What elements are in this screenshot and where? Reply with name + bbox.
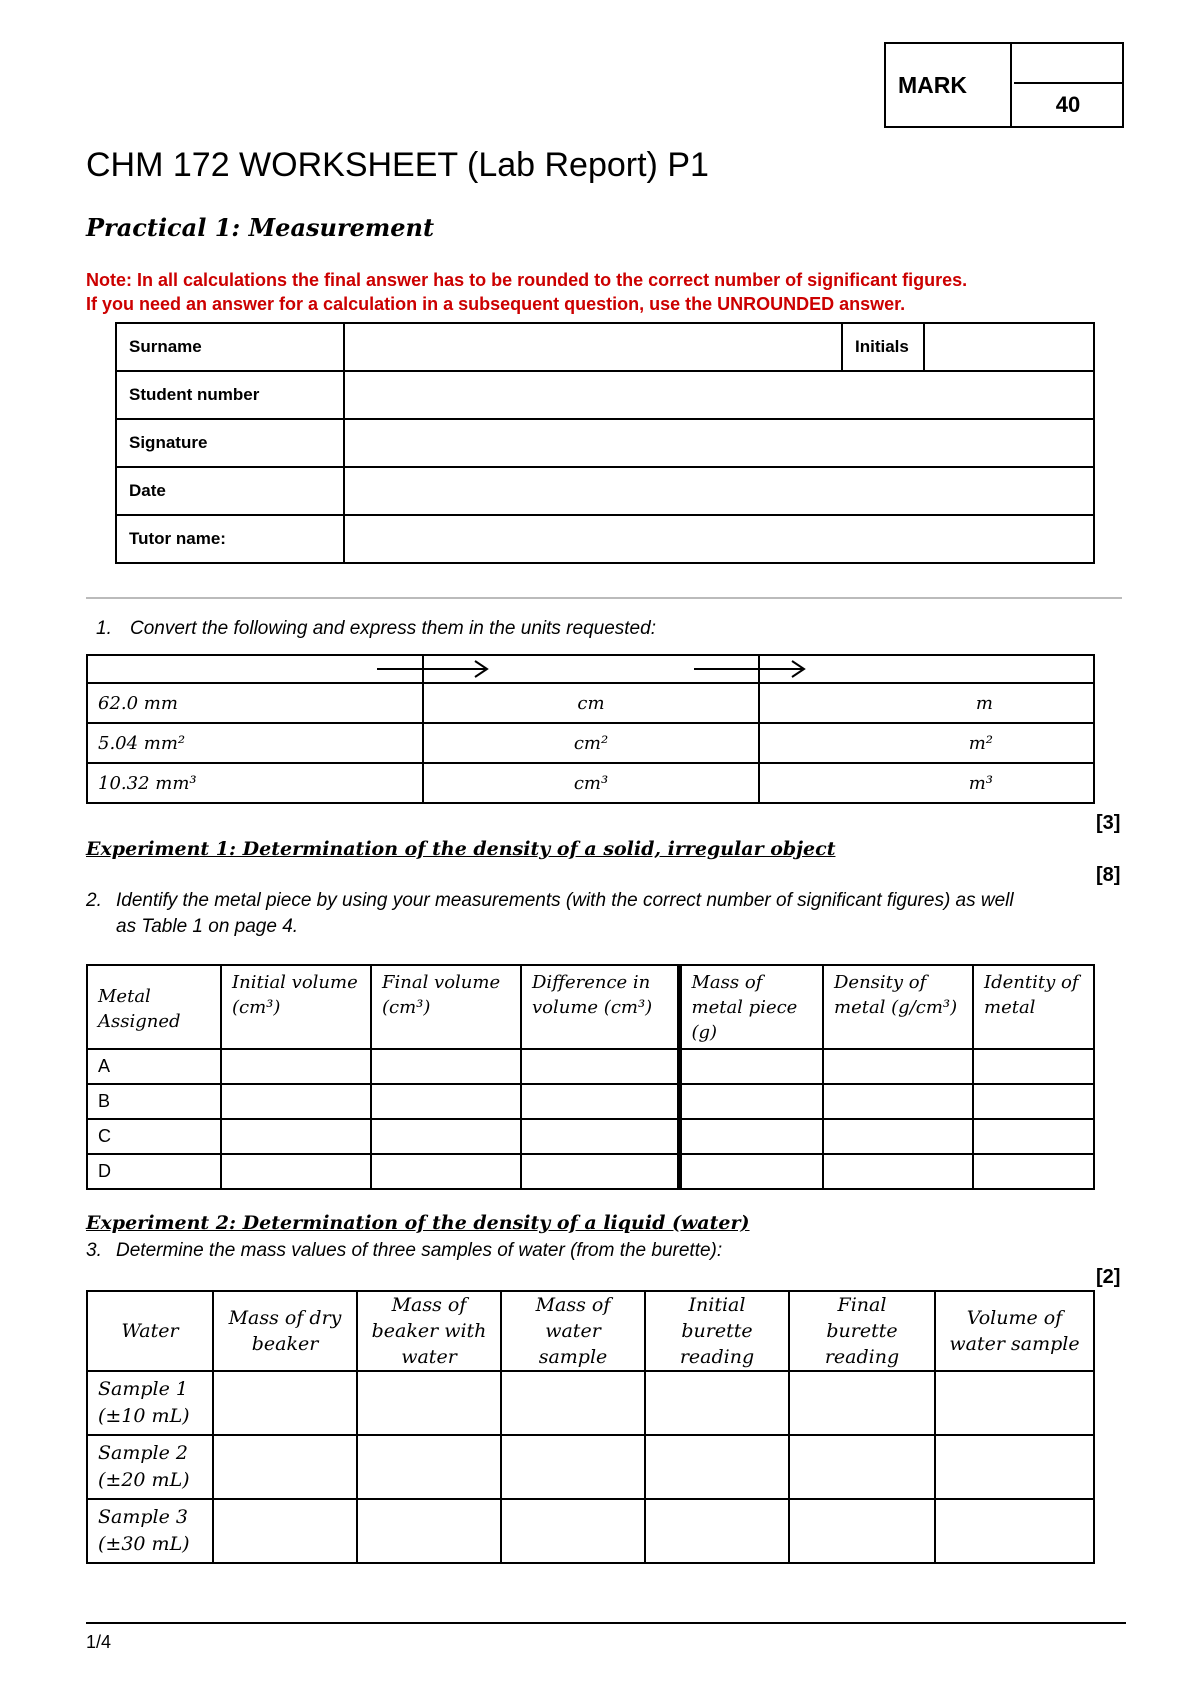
cell[interactable] <box>679 1084 823 1119</box>
metal-header: Density of metal (g/cm³) <box>823 965 973 1049</box>
page-title: CHM 172 WORKSHEET (Lab Report) P1 <box>86 146 709 184</box>
cell[interactable] <box>973 1084 1094 1119</box>
cell[interactable] <box>357 1371 501 1435</box>
conv-unit-1[interactable]: cm² <box>423 723 759 763</box>
note-line-1: Note: In all calculations the final answer has to be rounded to the correct number of significant figures. <box>86 270 968 290</box>
mark-value: 40 <box>1055 92 1081 117</box>
conv-header-empty <box>87 655 423 683</box>
table-row <box>87 1499 1094 1563</box>
cell[interactable] <box>679 1049 823 1084</box>
sample-name: Sample 3 <box>98 1506 188 1528</box>
cell[interactable] <box>789 1499 935 1563</box>
cell[interactable] <box>521 1084 679 1119</box>
sample-volume: (±20 mL) <box>98 1469 190 1491</box>
cell[interactable] <box>935 1435 1094 1499</box>
metal-header: Final volume (cm³) <box>371 965 521 1049</box>
q1-marks: [3] <box>1096 812 1121 834</box>
exp2-title: Experiment 2: Determination of the density of a liquid (water) <box>86 1212 750 1234</box>
cell[interactable] <box>213 1499 357 1563</box>
cell[interactable] <box>973 1119 1094 1154</box>
conv-value: 5.04 mm² <box>87 723 423 763</box>
cell[interactable] <box>789 1371 935 1435</box>
cell[interactable] <box>823 1154 973 1189</box>
metal-label: B <box>87 1084 221 1119</box>
metal-header: Metal Assigned <box>87 965 221 1049</box>
cell[interactable] <box>221 1119 371 1154</box>
cell[interactable] <box>371 1084 521 1119</box>
exp2-marks: [2] <box>1096 1266 1121 1288</box>
cell[interactable] <box>357 1499 501 1563</box>
mark-label: MARK <box>886 44 1012 126</box>
cell[interactable] <box>521 1049 679 1084</box>
page-number: 1/4 <box>86 1632 112 1652</box>
cell[interactable] <box>935 1371 1094 1435</box>
cell[interactable] <box>645 1499 789 1563</box>
cell[interactable] <box>221 1084 371 1119</box>
cell[interactable] <box>357 1435 501 1499</box>
date-label: Date <box>116 467 344 515</box>
water-header: Final burette reading <box>789 1291 935 1371</box>
mark-box <box>884 42 1124 128</box>
cell[interactable] <box>521 1154 679 1189</box>
sample-volume: (±30 mL) <box>98 1533 190 1555</box>
surname-field[interactable] <box>344 323 842 371</box>
water-header: Initial burette reading <box>645 1291 789 1371</box>
signature-label: Signature <box>116 419 344 467</box>
q2-line-1: Identify the metal piece by using your measurements (with the correct number of significant figures) as well <box>116 890 1014 911</box>
date-field[interactable] <box>344 467 1094 515</box>
water-header: Mass of dry beaker <box>213 1291 357 1371</box>
sample-volume: (±10 mL) <box>98 1405 190 1427</box>
sample-name: Sample 1 <box>98 1378 188 1400</box>
metal-label: C <box>87 1119 221 1154</box>
cell[interactable] <box>679 1119 823 1154</box>
metal-header: Mass of metal piece (g) <box>679 965 823 1049</box>
initials-label: Initials <box>842 323 924 371</box>
sample-label <box>87 1371 213 1435</box>
metal-header: Initial volume (cm³) <box>221 965 371 1049</box>
cell[interactable] <box>645 1435 789 1499</box>
table-row <box>87 1154 1094 1189</box>
page-subtitle: Practical 1: Measurement <box>86 213 435 242</box>
conv-value: 62.0 mm <box>87 683 423 723</box>
q2-line-2: as Table 1 on page 4. <box>116 916 299 937</box>
conv-value: 10.32 mm³ <box>87 763 423 803</box>
note-line-2: If you need an answer for a calculation in a subsequent question, use the UNROUNDED answer. <box>86 294 906 314</box>
table-row <box>87 1435 1094 1499</box>
conv-unit-1[interactable]: cm <box>423 683 759 723</box>
q1-text: Convert the following and express them in the units requested: <box>130 618 656 639</box>
cell[interactable] <box>645 1371 789 1435</box>
cell[interactable] <box>213 1435 357 1499</box>
cell[interactable] <box>521 1119 679 1154</box>
conv-unit-2[interactable]: m³ <box>759 763 1094 803</box>
student-number-field[interactable] <box>344 371 1094 419</box>
table-row <box>87 1084 1094 1119</box>
cell[interactable] <box>501 1435 645 1499</box>
cell[interactable] <box>371 1119 521 1154</box>
water-sample-table <box>86 1290 1095 1564</box>
tutor-field[interactable] <box>344 515 1094 563</box>
q1-number: 1. <box>96 618 112 639</box>
water-header: Water <box>87 1291 213 1371</box>
cell[interactable] <box>789 1435 935 1499</box>
cell[interactable] <box>823 1119 973 1154</box>
cell[interactable] <box>973 1049 1094 1084</box>
metal-label: D <box>87 1154 221 1189</box>
signature-field[interactable] <box>344 419 1094 467</box>
table-row <box>87 1049 1094 1084</box>
water-header: Volume of water sample <box>935 1291 1094 1371</box>
cell[interactable] <box>935 1499 1094 1563</box>
cell[interactable] <box>501 1499 645 1563</box>
conv-unit-2[interactable]: m <box>759 683 1094 723</box>
cell[interactable] <box>371 1049 521 1084</box>
initials-field[interactable] <box>924 323 1094 371</box>
metal-density-table <box>86 964 1095 1190</box>
arrow-right-icon <box>692 658 812 680</box>
exp1-title: Experiment 1: Determination of the density of a solid, irregular object <box>86 838 836 860</box>
metal-label: A <box>87 1049 221 1084</box>
conv-unit-1[interactable]: cm³ <box>423 763 759 803</box>
exp1-marks: [8] <box>1096 864 1121 886</box>
student-info-table <box>115 322 1095 564</box>
divider <box>86 597 1122 599</box>
metal-header: Identity of metal <box>973 965 1094 1049</box>
cell[interactable] <box>973 1154 1094 1189</box>
conv-row <box>87 723 1094 763</box>
surname-label: Surname <box>116 323 344 371</box>
cell[interactable] <box>501 1371 645 1435</box>
q3-text: Determine the mass values of three samples of water (from the burette): <box>116 1240 723 1261</box>
student-number-label: Student number <box>116 371 344 419</box>
sample-label <box>87 1435 213 1499</box>
footer-divider <box>86 1622 1126 1624</box>
sample-label <box>87 1499 213 1563</box>
conversion-table <box>86 654 1095 804</box>
tutor-label: Tutor name: <box>116 515 344 563</box>
q3-number: 3. <box>86 1240 102 1261</box>
cell[interactable] <box>823 1049 973 1084</box>
cell[interactable] <box>679 1154 823 1189</box>
conv-row <box>87 683 1094 723</box>
conv-row <box>87 763 1094 803</box>
metal-header: Difference in volume (cm³) <box>521 965 679 1049</box>
arrow-right-icon <box>375 658 495 680</box>
cell[interactable] <box>221 1154 371 1189</box>
sample-name: Sample 2 <box>98 1442 188 1464</box>
conv-unit-2[interactable]: m² <box>759 723 1094 763</box>
mark-top-cell <box>1014 44 1122 84</box>
cell[interactable] <box>371 1154 521 1189</box>
water-header: Mass of water sample <box>501 1291 645 1371</box>
table-row <box>87 1371 1094 1435</box>
q2-number: 2. <box>86 890 102 911</box>
cell[interactable] <box>221 1049 371 1084</box>
cell[interactable] <box>823 1084 973 1119</box>
water-header: Mass of beaker with water <box>357 1291 501 1371</box>
table-row <box>87 1119 1094 1154</box>
cell[interactable] <box>213 1371 357 1435</box>
